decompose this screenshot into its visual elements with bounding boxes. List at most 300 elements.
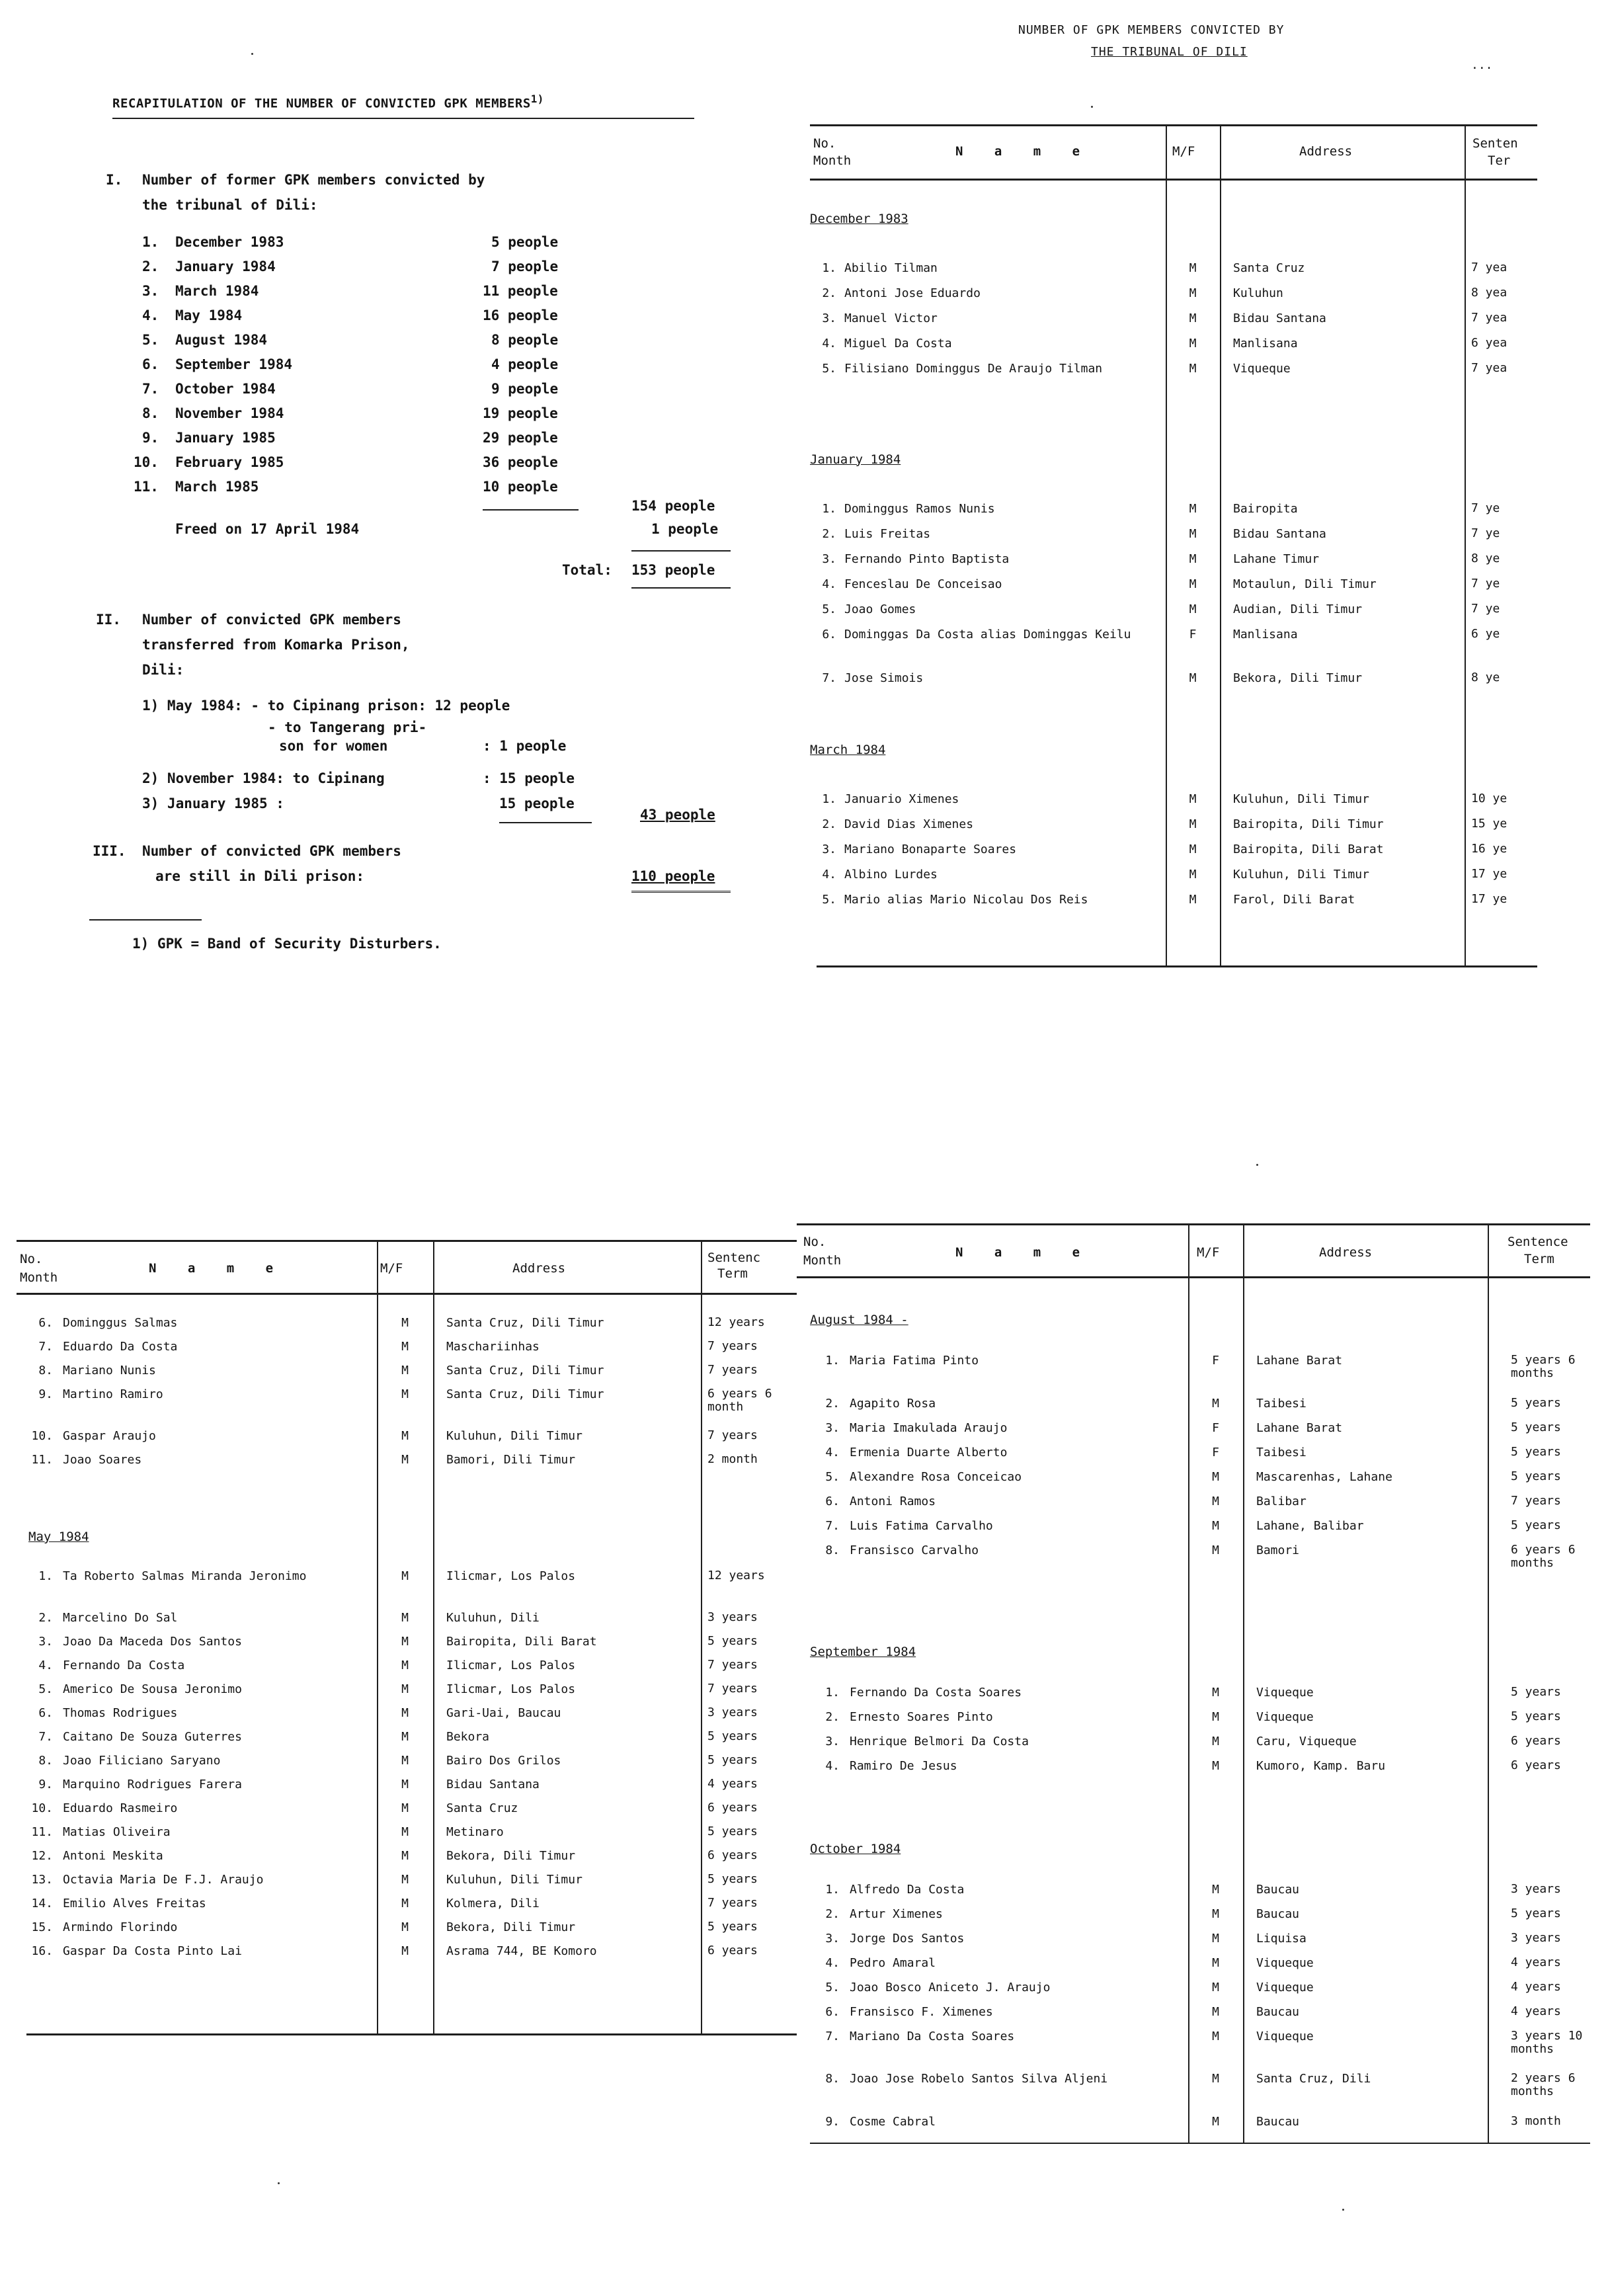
address: Bidau Santana — [1233, 526, 1326, 541]
table-row — [797, 2072, 1593, 2115]
sentence-term: 2 years 6 months — [1511, 2072, 1576, 2099]
recap-item-count: 7 people — [491, 259, 559, 274]
sentence-term: 5 years — [1511, 1469, 1561, 1483]
person-name: Luis Fatima Carvalho — [850, 1518, 993, 1533]
transfer-line-3-count: : 15 people — [483, 770, 575, 786]
recap-item-number: 1. — [142, 234, 159, 250]
address: Metinaro — [446, 1825, 504, 1839]
sentence-term: 4 years — [707, 1778, 758, 1791]
address: Ilicmar, Los Palos — [446, 1659, 576, 1672]
transfer-line-4: 3) January 1985 : — [142, 796, 284, 811]
row-number: 14. — [31, 1897, 53, 1910]
recap-item-month: November 1984 — [175, 405, 284, 421]
row-number: 9. — [38, 1778, 53, 1791]
row-number: 3. — [822, 311, 836, 325]
person-name: Antoni Meskita — [63, 1849, 163, 1863]
address: Baucau — [1256, 1882, 1300, 1897]
table-row — [797, 1354, 1593, 1397]
person-name: Fransisco F. Ximenes — [850, 2004, 993, 2019]
table-row — [797, 1495, 1593, 1519]
address: Kolmera, Dili — [446, 1897, 540, 1910]
row-number: 6. — [825, 2004, 840, 2019]
table-row — [797, 1710, 1593, 1735]
person-name: Henrique Belmori Da Costa — [850, 1734, 1029, 1748]
convicted-table-page-2 — [17, 1227, 797, 2053]
table-row — [803, 628, 1531, 672]
col-name: N a m e — [955, 1245, 1092, 1260]
row-number: 15. — [31, 1920, 53, 1934]
row-number: 10. — [31, 1429, 53, 1443]
scan-speck — [1256, 1164, 1258, 1166]
person-name: Dominggus Ramos Nunis — [844, 501, 995, 516]
sentence-term: 7 years — [707, 1897, 758, 1910]
table-row — [17, 1920, 797, 1944]
address: Viqueque — [1256, 1955, 1314, 1970]
header-bottom-rule — [797, 1276, 1590, 1278]
sentence-term: 5 years — [707, 1825, 758, 1838]
row-number: 3. — [822, 842, 836, 856]
address: Ilicmar, Los Palos — [446, 1682, 576, 1696]
sentence-term: 12 years — [707, 1569, 765, 1582]
col-mf: M/F — [380, 1261, 403, 1276]
sentence-term: 6 years — [707, 1849, 758, 1862]
gender: M — [1212, 1543, 1219, 1557]
sentence-term: 7 ye — [1471, 526, 1500, 540]
sentence-term: 4 years — [1511, 1980, 1561, 1994]
gender: M — [1212, 2029, 1219, 2043]
row-number: 1. — [822, 261, 836, 275]
table-row — [797, 2030, 1593, 2072]
person-name: Joao Soares — [63, 1453, 142, 1467]
person-name: Caitano De Souza Guterres — [63, 1730, 242, 1744]
sentence-term: 5 years — [1511, 1906, 1561, 1920]
gender: M — [1189, 893, 1197, 907]
recap-item-number: 7. — [142, 381, 159, 397]
gender: F — [1212, 1445, 1219, 1459]
person-name: Dominggus Salmas — [63, 1316, 178, 1330]
gender: M — [401, 1453, 409, 1467]
sentence-term: 3 years 10 months — [1511, 2029, 1583, 2056]
month-heading: January 1984 — [810, 452, 901, 467]
address: Viqueque — [1256, 1685, 1314, 1700]
table-top-rule — [17, 1240, 797, 1242]
person-name: Joao Jose Robelo Santos Silva Aljeni — [850, 2072, 1108, 2086]
table-row — [797, 1932, 1593, 1956]
month-heading: October 1984 — [810, 1841, 901, 1856]
col-mf: M/F — [1197, 1245, 1220, 1260]
gender: M — [401, 1611, 409, 1625]
col-address: Address — [512, 1261, 566, 1276]
address: Lahane Barat — [1256, 1420, 1343, 1435]
recap-item-month: March 1985 — [175, 479, 259, 495]
address: Maschariinhas — [446, 1340, 540, 1354]
person-name: Agapito Rosa — [850, 1396, 936, 1411]
address: Baucau — [1256, 1906, 1300, 1921]
person-name: Maria Fatima Pinto — [850, 1354, 979, 1368]
address: Bairopita, Dili Timur — [1233, 817, 1384, 831]
sentence-term: 5 years — [707, 1635, 758, 1648]
section-2-text: Number of convicted GPK members — [142, 612, 401, 628]
col-no: No. — [813, 136, 836, 151]
sentence-term: 6 years — [707, 1944, 758, 1957]
recap-item-month: January 1985 — [175, 430, 276, 446]
gender: M — [401, 1340, 409, 1354]
address: Santa Cruz, Dili — [1256, 2072, 1371, 2086]
table-row — [797, 1543, 1593, 1586]
row-number: 12. — [31, 1849, 53, 1863]
gender: M — [1212, 1685, 1219, 1700]
table-row — [803, 842, 1531, 868]
recap-item-count: 9 people — [491, 381, 559, 397]
row-number: 5. — [825, 1980, 840, 1994]
recap-item-count: 4 people — [491, 356, 559, 372]
recap-item-number: 9. — [142, 430, 159, 446]
person-name: Miguel Da Costa — [844, 337, 952, 350]
recap-item-month: January 1984 — [175, 259, 276, 274]
person-name: Eduardo Rasmeiro — [63, 1801, 178, 1815]
table-row — [17, 1635, 797, 1659]
table-row — [803, 893, 1531, 918]
transfer-line-4-count: 15 people — [499, 796, 575, 811]
sentence-term: 7 ye — [1471, 577, 1500, 591]
person-name: Pedro Amaral — [850, 1955, 936, 1970]
address: Liquisa — [1256, 1931, 1306, 1946]
gender: M — [401, 1706, 409, 1720]
transfer-line-2a: - to Tangerang pri- — [268, 719, 427, 735]
address: Bidau Santana — [446, 1778, 540, 1791]
sentence-term: 3 years — [1511, 1931, 1561, 1945]
person-name: Antoni Jose Eduardo — [844, 286, 981, 300]
sentence-term: 3 month — [1511, 2115, 1561, 2128]
person-name: Mariano Nunis — [63, 1364, 156, 1377]
address: Viqueque — [1256, 1709, 1314, 1724]
row-number: 6. — [38, 1706, 53, 1720]
sentence-term: 5 years — [1511, 1709, 1561, 1723]
gender: M — [401, 1364, 409, 1377]
transfer-line-2-count: : 1 people — [483, 738, 567, 754]
person-name: Manuel Victor — [844, 311, 938, 325]
section-3-label: III. — [93, 843, 126, 859]
person-name: Martino Ramiro — [63, 1387, 163, 1401]
person-name: Filisiano Dominggus De Araujo Tilman — [844, 362, 1103, 376]
row-number: 5. — [825, 1469, 840, 1484]
recap-item-count: 16 people — [483, 308, 558, 323]
remaining-total: 110 people — [631, 868, 715, 884]
person-name: Ermenia Duarte Alberto — [850, 1445, 1008, 1459]
freed-label: Freed on 17 April 1984 — [175, 521, 360, 537]
recap-item-count: 10 people — [483, 479, 558, 495]
table-row — [17, 1429, 797, 1453]
row-number: 11. — [31, 1825, 53, 1839]
address: Bekora — [446, 1730, 490, 1744]
row-number: 6. — [825, 1494, 840, 1508]
section-1-text: Number of former GPK members convicted by — [142, 172, 485, 188]
sentence-term: 7 ye — [1471, 602, 1500, 616]
person-name: Emilio Alves Freitas — [63, 1897, 206, 1910]
month-heading: August 1984 - — [810, 1313, 908, 1327]
section-1-label: I. — [106, 172, 123, 188]
table-top-rule — [810, 124, 1537, 126]
gender: M — [1212, 1396, 1219, 1411]
person-name: Eduardo Da Costa — [63, 1340, 178, 1354]
row-number: 8. — [825, 1543, 840, 1557]
gender: M — [1212, 1931, 1219, 1946]
table-row — [17, 1897, 797, 1920]
corner-mark: ... — [1471, 58, 1493, 72]
footnote: 1) GPK = Band of Security Disturbers. — [132, 936, 442, 952]
sentence-term: 8 ye — [1471, 671, 1500, 684]
table-row — [797, 2005, 1593, 2030]
month-heading: September 1984 — [810, 1644, 916, 1659]
person-name: Joao Filiciano Saryano — [63, 1754, 221, 1768]
address: Viqueque — [1256, 1980, 1314, 1994]
table-row — [797, 2115, 1593, 2139]
freed-count: 1 people — [651, 521, 719, 537]
person-name: Octavia Maria De F.J. Araujo — [63, 1873, 264, 1887]
sentence-term: 6 years — [707, 1801, 758, 1815]
person-name: Albino Lurdes — [844, 868, 938, 882]
sentence-term: 10 ye — [1471, 792, 1508, 805]
table-row — [803, 502, 1531, 527]
recap-item-count: 19 people — [483, 405, 558, 421]
sentence-term: 6 years 6 months — [1511, 1543, 1576, 1570]
col-name: N a m e — [149, 1261, 286, 1276]
person-name: Cosme Cabral — [850, 2115, 936, 2129]
gender: M — [401, 1754, 409, 1768]
sentence-term: 8 yea — [1471, 286, 1508, 300]
sentence-term: 5 years — [1511, 1420, 1561, 1434]
scan-speck — [278, 2182, 280, 2184]
row-number: 2. — [822, 526, 836, 541]
gender: M — [1212, 1758, 1219, 1773]
recapitulation-panel — [93, 73, 741, 972]
col-month: Month — [20, 1270, 58, 1285]
gender: M — [1212, 1709, 1219, 1724]
transfer-rule — [499, 822, 592, 823]
footnote-rule — [89, 919, 202, 921]
table-bottom-rule — [810, 2143, 1590, 2144]
recap-item-number: 2. — [142, 259, 159, 274]
gender: M — [401, 1778, 409, 1791]
table-row — [797, 1883, 1593, 1907]
col-term: Sentenc — [707, 1250, 761, 1265]
person-name: Fransisco Carvalho — [850, 1543, 979, 1557]
sentence-term: 7 years — [707, 1364, 758, 1377]
recap-title: RECAPITULATION OF THE NUMBER OF CONVICTED GPK MEMBERS$^{1)}$ — [112, 93, 544, 111]
table-row — [797, 1686, 1593, 1710]
transfer-line-1: 1) May 1984: - to Cipinang prison: 12 people — [142, 698, 510, 714]
convicted-table-page-3 — [797, 1213, 1593, 2172]
recap-item-number: 3. — [142, 283, 159, 299]
sentence-term: 7 years — [707, 1429, 758, 1442]
recap-item-month: October 1984 — [175, 381, 276, 397]
sentence-term: 12 years — [707, 1316, 765, 1329]
sentence-term: 5 years — [1511, 1396, 1561, 1410]
person-name: Maria Imakulada Araujo — [850, 1420, 1008, 1435]
row-number: 2. — [825, 1396, 840, 1411]
table-row — [803, 817, 1531, 842]
sentence-term: 6 years — [1511, 1758, 1561, 1772]
address: Bekora, Dili Timur — [446, 1920, 576, 1934]
col-mf: M/F — [1172, 144, 1195, 159]
row-number: 4. — [825, 1445, 840, 1459]
row-number: 2. — [825, 1709, 840, 1724]
sentence-term: 7 yea — [1471, 311, 1508, 325]
gender: M — [1212, 1882, 1219, 1897]
address: Santa Cruz — [446, 1801, 518, 1815]
sentence-term: 6 ye — [1471, 627, 1500, 641]
address: Balibar — [1256, 1494, 1306, 1508]
sentence-term: 3 years — [707, 1611, 758, 1624]
section-2-label: II. — [96, 612, 121, 628]
person-name: Mariano Da Costa Soares — [850, 2029, 1015, 2043]
sentence-term: 5 years — [1511, 1685, 1561, 1699]
table-row — [797, 1907, 1593, 1932]
row-number: 11. — [31, 1453, 53, 1467]
recap-item-month: February 1985 — [175, 454, 284, 470]
row-number: 5. — [38, 1682, 53, 1696]
row-number: 7. — [38, 1730, 53, 1744]
gender: F — [1212, 1354, 1219, 1368]
section-2-text-3: Dili: — [142, 662, 184, 678]
recap-item-number: 5. — [142, 332, 159, 348]
recap-item-count: 29 people — [483, 430, 558, 446]
address: Manlisana — [1233, 627, 1298, 641]
scan-speck — [1091, 106, 1093, 108]
table-row — [803, 261, 1531, 286]
gender: M — [401, 1387, 409, 1401]
table-row — [803, 868, 1531, 893]
table-row — [803, 337, 1531, 362]
row-number: 16. — [31, 1944, 53, 1958]
gender: M — [401, 1920, 409, 1934]
row-number: 9. — [825, 2115, 840, 2129]
address: Bekora, Dili Timur — [1233, 671, 1363, 685]
table-heading-2: THE TRIBUNAL OF DILI — [1091, 45, 1248, 59]
month-heading: May 1984 — [28, 1530, 89, 1544]
row-number: 9. — [38, 1387, 53, 1401]
address: Gari-Uai, Baucau — [446, 1706, 561, 1720]
recap-item-month: December 1983 — [175, 234, 284, 250]
row-number: 6. — [38, 1316, 53, 1330]
gender: M — [401, 1429, 409, 1443]
col-no: No. — [20, 1252, 43, 1266]
row-number: 8. — [825, 2072, 840, 2086]
address: Bairopita, Dili Barat — [446, 1635, 597, 1649]
table-row — [803, 577, 1531, 602]
row-number: 2. — [825, 1906, 840, 1921]
person-name: Matias Oliveira — [63, 1825, 171, 1839]
person-name: Ta Roberto Salmas Miranda Jeronimo — [63, 1569, 307, 1583]
table-row — [17, 1364, 797, 1387]
row-number: 1. — [822, 792, 836, 806]
person-name: Mariano Bonaparte Soares — [844, 842, 1017, 856]
scan-speck — [251, 53, 253, 55]
sentence-term: 7 yea — [1471, 261, 1508, 274]
col-month: Month — [813, 153, 852, 168]
person-name: Armindo Florindo — [63, 1920, 178, 1934]
person-name: Gaspar Araujo — [63, 1429, 156, 1443]
sentence-term: 17 ye — [1471, 868, 1508, 881]
table-row — [797, 1735, 1593, 1759]
gender: M — [1212, 2004, 1219, 2019]
transfer-line-2b: son for women — [279, 738, 388, 754]
sentence-term: 8 ye — [1471, 552, 1500, 565]
recap-item-number: 6. — [142, 356, 159, 372]
col-term-2: Term — [717, 1266, 748, 1281]
table-row — [17, 1754, 797, 1778]
recap-item-number: 10. — [134, 454, 159, 470]
gender: M — [1189, 671, 1197, 685]
recap-item-count: 8 people — [491, 332, 559, 348]
row-number: 3. — [825, 1420, 840, 1435]
address: Santa Cruz, Dili Timur — [446, 1387, 604, 1401]
col-no: No. — [803, 1235, 826, 1249]
table-row — [797, 1759, 1593, 1784]
row-number: 1. — [822, 501, 836, 516]
gender: M — [401, 1801, 409, 1815]
gender: M — [1189, 602, 1197, 616]
address: Taibesi — [1256, 1445, 1306, 1459]
address: Kuluhun — [1233, 286, 1283, 300]
table-row — [17, 1706, 797, 1730]
scan-speck — [1342, 2209, 1344, 2211]
recap-item-month: May 1984 — [175, 308, 243, 323]
recap-item-month: March 1984 — [175, 283, 259, 299]
person-name: Antoni Ramos — [850, 1494, 936, 1508]
table-row — [17, 1611, 797, 1635]
header-bottom-rule — [810, 179, 1537, 181]
sentence-term: 5 years 6 months — [1511, 1354, 1576, 1380]
gender: M — [1212, 1494, 1219, 1508]
person-name: Mario alias Mario Nicolau Dos Reis — [844, 893, 1088, 907]
gender: M — [401, 1730, 409, 1744]
gender: M — [1189, 552, 1197, 566]
person-name: Jorge Dos Santos — [850, 1931, 965, 1946]
gender: M — [1212, 1955, 1219, 1970]
address: Lahane Timur — [1233, 552, 1320, 566]
col-month: Month — [803, 1253, 842, 1268]
row-number: 4. — [825, 1758, 840, 1773]
gender: M — [401, 1316, 409, 1330]
table-row — [803, 311, 1531, 337]
address: Ilicmar, Los Palos — [446, 1569, 576, 1583]
col-name: N a m e — [955, 144, 1092, 159]
table-row — [803, 286, 1531, 311]
table-row — [17, 1340, 797, 1364]
transfer-line-3: 2) November 1984: to Cipinang — [142, 770, 385, 786]
sentence-term: 5 years — [1511, 1445, 1561, 1459]
recap-item-number: 8. — [142, 405, 159, 421]
total-underline — [631, 587, 731, 589]
row-number: 3. — [825, 1931, 840, 1946]
sentence-term: 2 month — [707, 1453, 758, 1466]
person-name: Fenceslau De Conceisao — [844, 577, 1002, 591]
gender: M — [401, 1682, 409, 1696]
sentence-term: 6 years — [1511, 1734, 1561, 1748]
address: Kuluhun, Dili Timur — [446, 1873, 583, 1887]
address: Taibesi — [1256, 1396, 1306, 1411]
person-name: Dominggas Da Costa alias Dominggas Keilu — [844, 627, 1131, 641]
row-number: 7. — [38, 1340, 53, 1354]
address: Audian, Dili Timur — [1233, 602, 1363, 616]
person-name: Fernando Pinto Baptista — [844, 552, 1010, 566]
row-number: 8. — [38, 1754, 53, 1768]
table-row — [17, 1730, 797, 1754]
gender: M — [1189, 526, 1197, 541]
row-number: 3. — [822, 552, 836, 566]
row-number: 1. — [825, 1685, 840, 1700]
